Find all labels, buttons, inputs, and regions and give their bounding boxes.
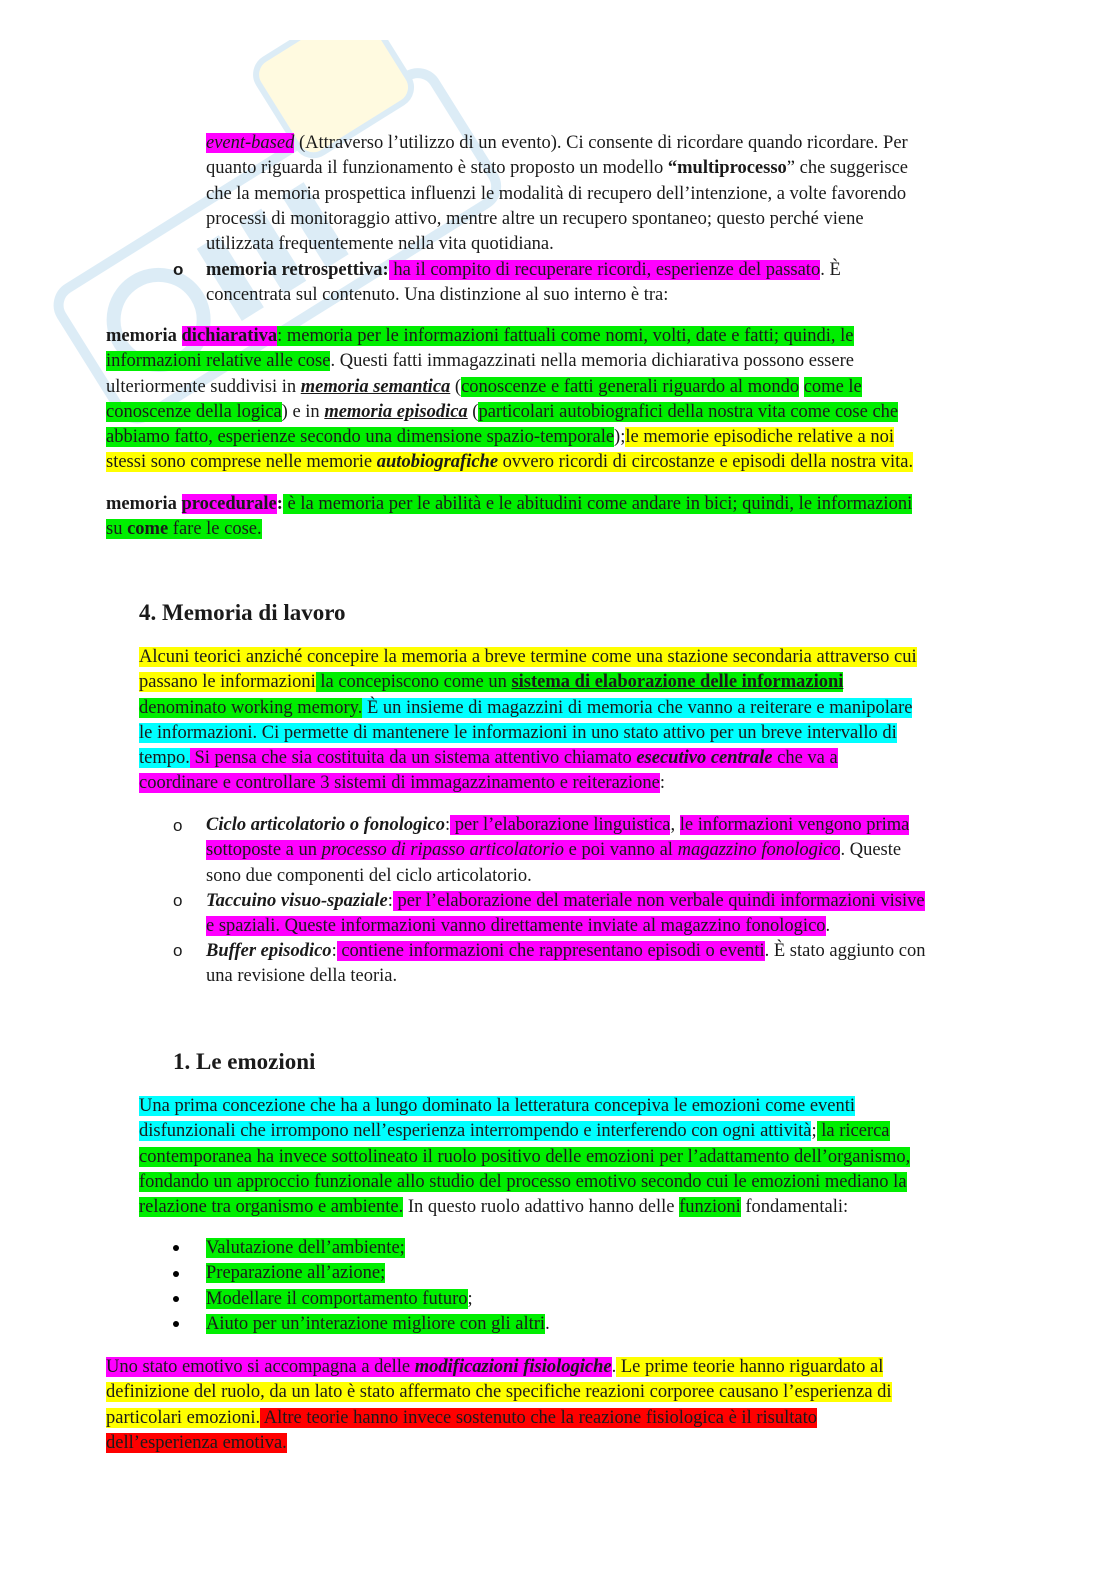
- dichiarativa-paragraph: memoria dichiarativa: memoria per le informazioni fattuali come nomi, volti, date e fatti; quindi, le informazioni relative alle cose. Questi fatti immagazzinati nella memoria dichiarativa possono essere ulteriormente suddivisi in memoria semantica (conoscenze e fatti generali riguardo al mondo come le conoscenze della logica) e in memoria episodica (particolari autobiografici della nostra vita come cose che abbiamo fatto, esperienze secondo una dimensione spazio-temporale);le memorie episodiche relative a noi stessi sono comprese nelle memorie autobiografiche ovvero ricordi di circostanze e episodi della nostra vita.: [106, 326, 914, 473]
- bullet-dot-icon: [173, 1296, 179, 1302]
- bullet-marker: o: [173, 891, 183, 910]
- list-item: Modellare il comportamento futuro;: [206, 1288, 473, 1309]
- memoria-di-lavoro-paragraph: Alcuni teorici anziché concepire la memoria a breve termine come una stazione secondaria attraverso cui passano le informazioni la concepiscono come un sistema di elaborazione delle informazioni denominato working memory. È un insieme di magazzini di memoria che vanno a reiterare e manipolare le informazioni. Ci permette di mantenere le informazioni in uno stato attivo per un breve intervallo di tempo. Si pensa che sia costituita da un sistema attentivo chiamato esecutivo centrale che va a coordinare e controllare 3 sistemi di immagazzinamento e reiterazione:: [139, 647, 917, 794]
- bullet-marker: o: [173, 941, 183, 960]
- funzioni-list: [206, 1236, 906, 1337]
- procedurale-paragraph: memoria procedurale: è la memoria per le abilità e le abitudini come andare in bici; quindi, le informazioni su come fare le cose.: [106, 494, 913, 540]
- modificazioni-paragraph: Uno stato emotivo si accompagna a delle modificazioni fisiologiche. Le prime teorie hanno riguardato al definizione del ruolo, da un lato è stato affermato che specifiche reazioni corporee causano l’esperienza di particolari emozioni. Altre teorie hanno invece sostenuto che la reazione fisiologica è il risultato dell’esperienza emotiva.: [106, 1357, 892, 1453]
- list-item-buffer-episodico: Buffer episodico: contiene informazioni che rappresentano episodi o eventi. È stato aggiunto con una revisione della teoria.: [206, 941, 926, 987]
- intro-paragraph: event-based (Attraverso l’utilizzo di un evento). Ci consente di ricordare quando ricordare. Per quanto riguarda il funzionamento è stato proposto un modello “multiprocesso” che suggerisce che la memoria prospettica influenzi le modalità di recupero dell’intenzione, a volte favorendo processi di monitoraggio attivo, mentre altre un recupero spontaneo; questo perché viene utilizzata frequentemente nella vita quotidiana.: [206, 133, 908, 255]
- section-heading-le-emozioni: 1. Le emozioni: [173, 1049, 316, 1074]
- list-item: Aiuto per un’interazione migliore con gli altri.: [206, 1313, 550, 1334]
- list-item: Valutazione dell’ambiente;: [206, 1238, 405, 1258]
- list-item-ciclo-articolatorio: Ciclo articolatorio o fonologico: per l’elaborazione linguistica, le informazioni vengono prima sottoposte a un processo di ripasso articolatorio e poi vanno al magazzino fonologico. Queste sono due componenti del ciclo articolatorio.: [206, 815, 910, 886]
- bullet-dot-icon: [173, 1245, 179, 1251]
- event-based-term: event-based: [206, 133, 295, 153]
- retrospettiva-item: memoria retrospettiva: ha il compito di recuperare ricordi, esperienze del passato. È concentrata sul contenuto. Una distinzione al suo interno è tra:: [206, 260, 841, 306]
- list-item: Preparazione all’azione;: [206, 1263, 386, 1284]
- list-item-taccuino-visuo-spaziale: Taccuino visuo-spaziale: per l’elaborazione del materiale non verbale quindi informazioni visive e spaziali. Queste informazioni vanno direttamente inviate al magazzino fonologico.: [206, 891, 925, 937]
- emozioni-paragraph: Una prima concezione che ha a lungo dominato la letteratura concepiva le emozioni come eventi disfunzionali che irrompono nell’esperienza interrompendo e interferendo con ogni attività; la ricerca contemporanea ha invece sottolineato il ruolo positivo delle emozioni per l’adattamento dell’organismo, fondando un approccio funzionale allo studio del processo emotivo secondo cui le emozioni mediano la relazione tra organismo e ambiente. In questo ruolo adattivo hanno delle funzioni fondamentali:: [139, 1096, 911, 1218]
- section-heading-memoria-di-lavoro: 4. Memoria di lavoro: [139, 600, 346, 625]
- bullet-dot-icon: [173, 1321, 179, 1327]
- bullet-marker: o: [173, 260, 184, 279]
- bullet-marker: o: [173, 816, 183, 835]
- bullet-dot-icon: [173, 1271, 179, 1277]
